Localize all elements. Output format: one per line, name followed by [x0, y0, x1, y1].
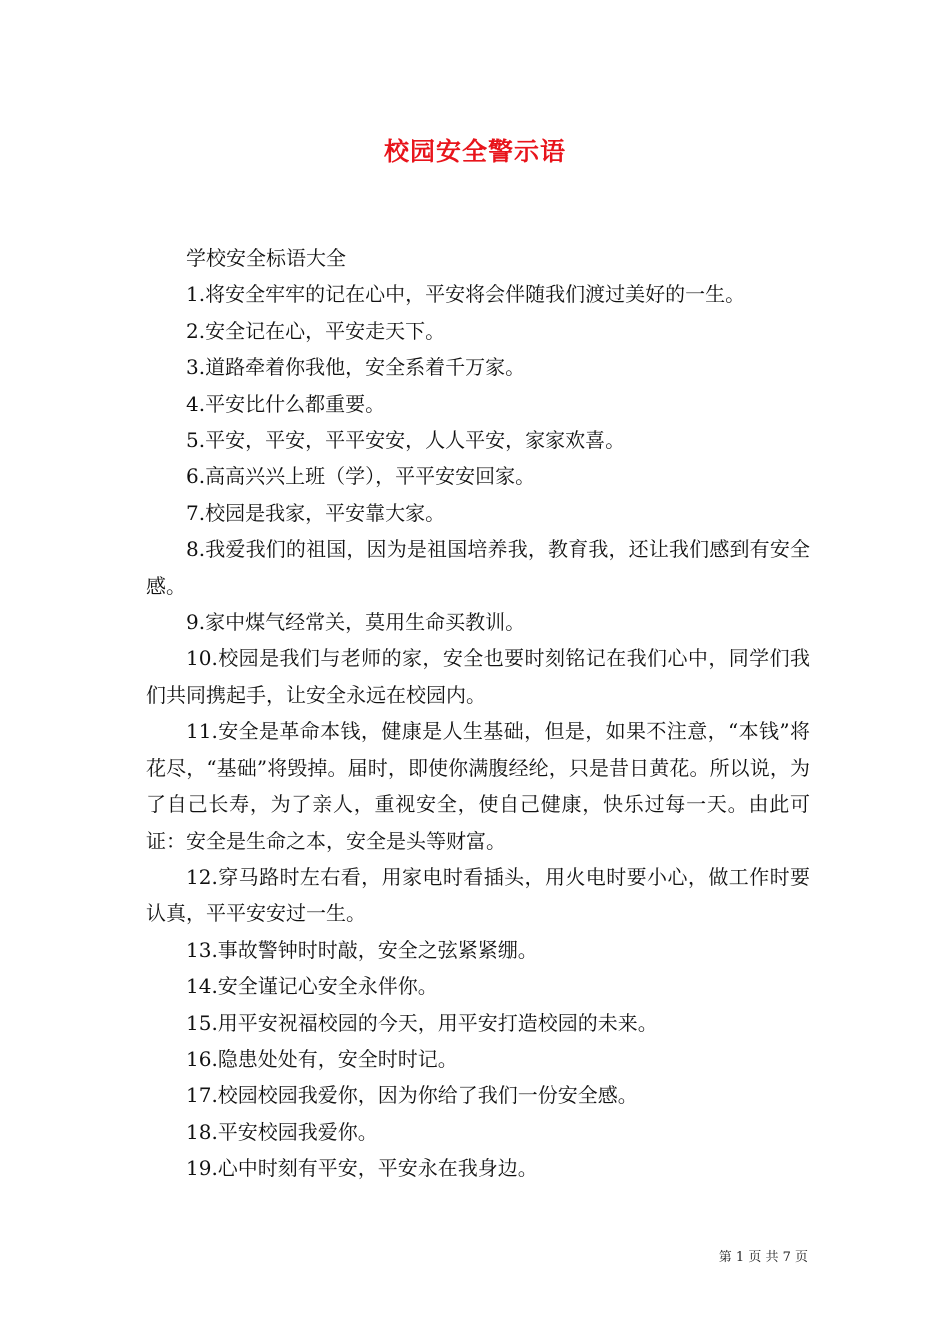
slogan-item-8: 8.我爱我们的祖国，因为是祖国培养我，教育我，还让我们感到有安全感。: [146, 537, 810, 598]
document-body: [146, 240, 810, 1187]
slogan-item-4: 4.平安比什么都重要。: [186, 391, 386, 416]
slogan-item-19: 19.心中时刻有平安，平安永在我身边。: [186, 1156, 538, 1181]
slogan-item-13: 13.事故警钟时时敲，安全之弦紧紧绷。: [186, 937, 538, 962]
slogan-item-2: 2.安全记在心，平安走天下。: [186, 318, 446, 343]
slogan-item-14: 14.安全谨记心安全永伴你。: [186, 974, 438, 999]
slogan-item-15: 15.用平安祝福校园的今天，用平安打造校园的未来。: [186, 1010, 658, 1035]
page-number: 第 1 页 共 7 页: [718, 1250, 808, 1265]
slogan-item-11: 11.安全是革命本钱，健康是人生基础，但是，如果不注意，“本钱”将花尽，“基础”将毁掉。届时，即使你满腹经纶，只是昔日黄花。所以说，为了自己长寿，为了亲人，重视安全，使自己健康，快乐过每一天。由此可证：安全是生命之本，安全是头等财富。: [146, 719, 810, 853]
slogan-item-16: 16.隐患处处有，安全时时记。: [186, 1046, 458, 1071]
section-heading: 学校安全标语大全: [186, 246, 346, 270]
slogan-item-7: 7.校园是我家，平安靠大家。: [186, 500, 446, 525]
slogan-item-6: 6.高高兴兴上班（学），平平安安回家。: [186, 464, 536, 489]
slogan-item-1: 1.将安全牢牢的记在心中，平安将会伴随我们渡过美好的一生。: [186, 282, 746, 307]
slogan-item-12: 12.穿马路时左右看，用家电时看插头，用火电时要小心，做工作时要认真，平平安安过一生。: [146, 864, 810, 926]
slogan-item-18: 18.平安校园我爱你。: [186, 1119, 378, 1144]
slogan-item-17: 17.校园校园我爱你，因为你给了我们一份安全感。: [186, 1083, 638, 1108]
slogan-item-10: 10.校园是我们与老师的家，安全也要时刻铭记在我们心中，同学们我们共同携起手，让安全永远在校园内。: [146, 646, 810, 707]
document-title: 校园安全警示语: [383, 137, 566, 166]
slogan-item-9: 9.家中煤气经常关，莫用生命买教训。: [186, 610, 526, 635]
slogan-item-3: 3.道路牵着你我他，安全系着千万家。: [186, 355, 526, 380]
slogan-item-5: 5.平安，平安，平平安安，人人平安，家家欢喜。: [186, 428, 626, 453]
